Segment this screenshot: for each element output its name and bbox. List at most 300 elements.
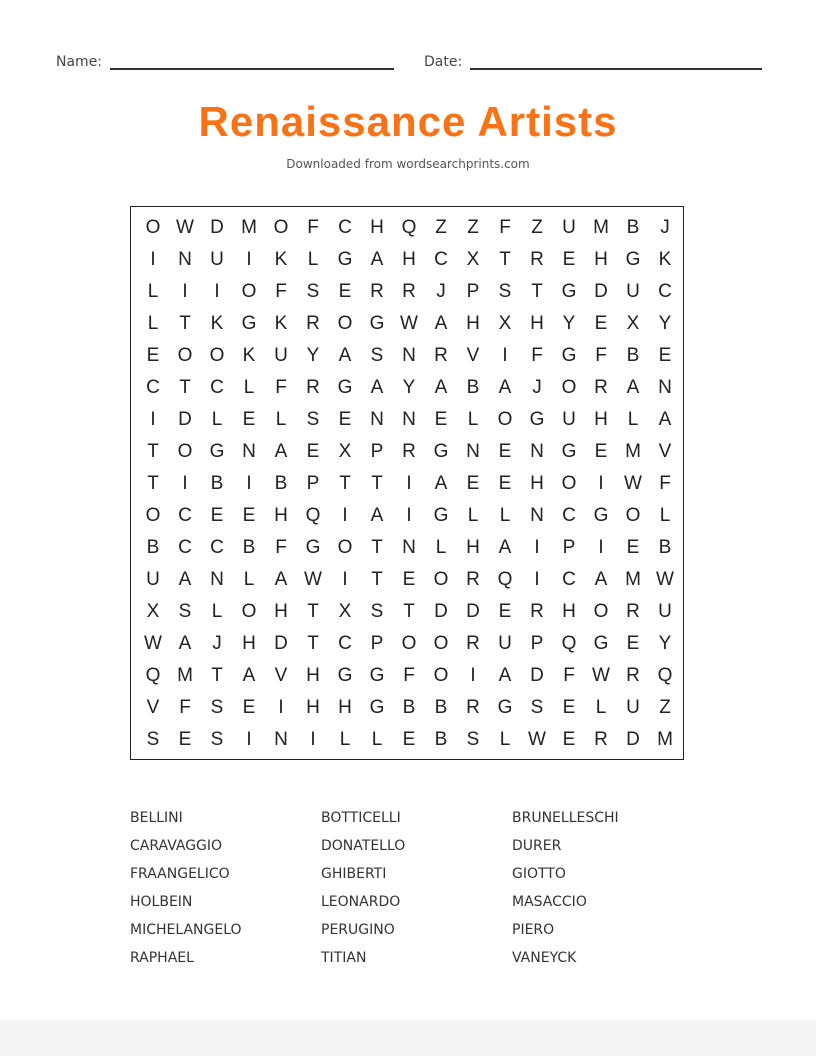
grid-letter: K [242, 345, 256, 366]
grid-letter: I [310, 729, 316, 750]
grid-letter: I [342, 569, 348, 590]
grid-letter: E [562, 249, 576, 270]
grid-letter: H [594, 409, 608, 430]
grid-letter: I [150, 249, 156, 270]
grid-letter: G [305, 537, 321, 558]
grid-letter: E [626, 537, 640, 558]
name-line[interactable] [110, 56, 394, 70]
grid-letter: N [530, 505, 544, 526]
grid-letter: V [274, 665, 288, 686]
grid-letter: T [307, 601, 319, 622]
grid-letter: I [534, 537, 540, 558]
grid-letter: T [179, 313, 191, 334]
grid-letter: H [530, 313, 544, 334]
grid-letter: P [530, 633, 544, 654]
word-list [130, 810, 703, 978]
grid-letter: S [530, 697, 544, 718]
grid-letter: C [658, 281, 672, 302]
grid-letter: T [531, 281, 543, 302]
name-label: Name: [56, 54, 103, 70]
grid-letter: G [209, 441, 225, 462]
grid-letter: N [274, 729, 288, 750]
grid-letter: L [339, 729, 351, 750]
grid-letter: Q [401, 217, 417, 238]
grid-letter: R [594, 377, 608, 398]
grid-letter: W [304, 569, 322, 590]
word-list-item: GHIBERTI [321, 866, 387, 882]
grid-letter: E [242, 697, 256, 718]
grid-letter: T [403, 601, 415, 622]
footer-strip [0, 1020, 816, 1056]
grid-letter: W [592, 665, 610, 686]
grid-letter: T [147, 441, 159, 462]
grid-letter: S [178, 601, 192, 622]
grid-letter: S [210, 729, 224, 750]
grid-letter: G [433, 441, 449, 462]
grid-letter: H [530, 473, 544, 494]
grid-letter: L [659, 505, 671, 526]
grid-letter: E [594, 441, 608, 462]
grid-letter: N [242, 441, 256, 462]
grid-letter: A [178, 633, 192, 654]
word-list-item: BOTTICELLI [321, 810, 401, 826]
grid-letter: H [466, 313, 480, 334]
grid-letter: X [626, 313, 640, 334]
grid-letter: G [369, 313, 385, 334]
grid-letter: P [466, 281, 480, 302]
grid-letter: M [241, 217, 257, 238]
grid-letter: N [466, 441, 480, 462]
grid-letter: Y [306, 345, 320, 366]
grid-letter: O [561, 473, 577, 494]
grid-letter: B [402, 697, 416, 718]
grid-letter: Q [145, 665, 161, 686]
grid-letter: B [434, 697, 448, 718]
grid-letter: W [144, 633, 162, 654]
grid-letter: M [625, 569, 641, 590]
grid-letter: I [278, 697, 284, 718]
date-label: Date: [424, 54, 463, 70]
word-list-item: CARAVAGGIO [130, 838, 223, 854]
grid-letter: R [402, 441, 416, 462]
grid-letter: D [210, 217, 224, 238]
grid-letter: C [338, 633, 352, 654]
grid-letter: N [178, 249, 192, 270]
grid-letter: R [626, 601, 640, 622]
grid-letter: F [531, 345, 543, 366]
grid-letter: E [146, 345, 160, 366]
grid-letter: L [595, 697, 607, 718]
grid-letter: N [530, 441, 544, 462]
grid-letter: L [499, 729, 511, 750]
word-list-item: BELLINI [130, 810, 183, 826]
grid-letter: N [370, 409, 384, 430]
word-list-item: MICHELANGELO [130, 922, 242, 938]
grid-letter: E [242, 409, 256, 430]
grid-letter: I [214, 281, 220, 302]
grid-letter: G [497, 697, 513, 718]
grid-letter: Z [659, 697, 671, 718]
grid-letter: N [658, 377, 672, 398]
grid-letter: A [498, 377, 512, 398]
grid-letter: A [498, 665, 512, 686]
grid-letter: O [273, 217, 289, 238]
grid-letter: F [403, 665, 415, 686]
grid-letter: R [466, 633, 480, 654]
grid-letter: R [530, 249, 544, 270]
grid-letter: G [337, 377, 353, 398]
grid-letter: H [338, 697, 352, 718]
word-list-item: GIOTTO [512, 866, 566, 882]
grid-letter: R [434, 345, 448, 366]
word-list-item: BRUNELLESCHI [512, 810, 619, 826]
grid-letter: R [626, 665, 640, 686]
grid-letter: J [212, 633, 222, 654]
grid-letter: G [561, 441, 577, 462]
grid-letter: G [369, 697, 385, 718]
grid-letter: C [178, 537, 192, 558]
grid-letter: J [436, 281, 446, 302]
grid-letter: S [466, 729, 480, 750]
grid-letter: U [210, 249, 224, 270]
grid-letter: Y [402, 377, 416, 398]
grid-letter: O [625, 505, 641, 526]
grid-letter: I [598, 473, 604, 494]
grid-letter: T [499, 249, 511, 270]
grid-letter: S [146, 729, 160, 750]
grid-letter: A [498, 537, 512, 558]
grid-letter: A [274, 441, 288, 462]
grid-letter: O [177, 441, 193, 462]
grid-letter: C [562, 569, 576, 590]
grid-letter: A [434, 473, 448, 494]
grid-letter: P [306, 473, 320, 494]
grid-letter: A [370, 505, 384, 526]
grid-letter: R [370, 281, 384, 302]
grid-letter: A [370, 377, 384, 398]
grid-letter: E [338, 281, 352, 302]
grid-letter: W [400, 313, 418, 334]
grid-letter: Q [305, 505, 321, 526]
grid-letter: E [498, 441, 512, 462]
grid-letter: H [274, 601, 288, 622]
grid-letter: G [529, 409, 545, 430]
grid-letter: D [626, 729, 640, 750]
grid-letter: I [406, 473, 412, 494]
grid-letter: N [210, 569, 224, 590]
grid-letter: B [146, 537, 160, 558]
grid-letter: E [498, 473, 512, 494]
grid-letter: L [371, 729, 383, 750]
word-list-item: MASACCIO [512, 894, 587, 910]
word-list-item: LEONARDO [321, 894, 401, 910]
grid-letter: E [658, 345, 672, 366]
grid-letter: I [406, 505, 412, 526]
grid-letter: Z [467, 217, 479, 238]
grid-letter: L [627, 409, 639, 430]
grid-letter: S [306, 281, 320, 302]
grid-letter: C [434, 249, 448, 270]
grid-letter: O [433, 665, 449, 686]
grid-letter: I [182, 473, 188, 494]
grid-letter: E [338, 409, 352, 430]
grid-letter: H [466, 537, 480, 558]
grid-letter: J [660, 217, 670, 238]
grid-letter: L [243, 569, 255, 590]
grid-letter: Z [531, 217, 543, 238]
date-field[interactable] [424, 54, 762, 70]
grid-letter: M [657, 729, 673, 750]
grid-letter: T [371, 569, 383, 590]
grid-letter: G [561, 281, 577, 302]
grid-letter: L [243, 377, 255, 398]
grid-letter: S [370, 345, 384, 366]
grid-letter: F [659, 473, 671, 494]
grid-letter: G [369, 665, 385, 686]
grid-letter: U [562, 409, 576, 430]
word-list-item: DONATELLO [321, 838, 406, 854]
grid-letter: R [530, 601, 544, 622]
grid-letter: W [176, 217, 194, 238]
grid-letter: R [594, 729, 608, 750]
grid-letter: E [210, 505, 224, 526]
grid-letter: A [594, 569, 608, 590]
grid-letter: X [338, 441, 352, 462]
grid-letter: D [594, 281, 608, 302]
grid-letter: B [210, 473, 224, 494]
grid-letter: E [402, 729, 416, 750]
grid-letter: E [562, 729, 576, 750]
source-credit: Downloaded from wordsearchprints.com [286, 157, 530, 171]
grid-letter: R [306, 377, 320, 398]
grid-letter: U [658, 601, 672, 622]
date-line[interactable] [470, 56, 762, 70]
grid-letter: A [370, 249, 384, 270]
grid-letter: T [211, 665, 223, 686]
grid-letter: X [146, 601, 160, 622]
word-list-item: VANEYCK [512, 950, 577, 966]
grid-cells [137, 212, 681, 756]
grid-letter: D [466, 601, 480, 622]
grid-letter: O [145, 217, 161, 238]
grid-letter: O [401, 633, 417, 654]
grid-letter: G [337, 249, 353, 270]
grid-letter: F [275, 281, 287, 302]
grid-letter: M [593, 217, 609, 238]
grid-letter: L [307, 249, 319, 270]
grid-letter: I [470, 665, 476, 686]
grid-letter: S [370, 601, 384, 622]
grid-letter: E [594, 313, 608, 334]
grid-letter: N [402, 409, 416, 430]
grid-letter: O [209, 345, 225, 366]
grid-letter: G [241, 313, 257, 334]
grid-letter: C [210, 537, 224, 558]
grid-letter: C [178, 505, 192, 526]
grid-letter: B [242, 537, 256, 558]
grid-letter: G [433, 505, 449, 526]
grid-letter: L [467, 409, 479, 430]
grid-letter: F [307, 217, 319, 238]
grid-letter: O [241, 601, 257, 622]
grid-letter: F [275, 377, 287, 398]
grid-letter: E [498, 601, 512, 622]
word-list-item: FRAANGELICO [130, 866, 230, 882]
grid-letter: Q [561, 633, 577, 654]
grid-letter: E [434, 409, 448, 430]
grid-letter: A [626, 377, 640, 398]
grid-letter: B [466, 377, 480, 398]
grid-letter: K [658, 249, 672, 270]
grid-letter: B [274, 473, 288, 494]
grid-letter: P [562, 537, 576, 558]
grid-letter: W [624, 473, 642, 494]
grid-letter: H [562, 601, 576, 622]
grid-letter: H [594, 249, 608, 270]
grid-letter: H [242, 633, 256, 654]
grid-letter: X [466, 249, 480, 270]
grid-letter: I [502, 345, 508, 366]
grid-letter: A [434, 377, 448, 398]
grid-letter: T [179, 377, 191, 398]
grid-letter: A [274, 569, 288, 590]
grid-letter: B [626, 345, 640, 366]
grid-letter: P [370, 633, 384, 654]
grid-letter: G [561, 345, 577, 366]
grid-letter: D [274, 633, 288, 654]
grid-letter: E [562, 697, 576, 718]
grid-letter: A [658, 409, 672, 430]
grid-letter: A [434, 313, 448, 334]
grid-letter: H [306, 697, 320, 718]
grid-letter: I [534, 569, 540, 590]
grid-letter: T [371, 473, 383, 494]
grid-letter: G [337, 665, 353, 686]
grid-letter: P [370, 441, 384, 462]
word-search-grid [130, 206, 684, 760]
grid-letter: D [434, 601, 448, 622]
grid-letter: L [211, 409, 223, 430]
grid-letter: Y [658, 633, 672, 654]
grid-letter: X [498, 313, 512, 334]
page-title: Renaissance Artists [198, 98, 618, 145]
grid-letter: C [146, 377, 160, 398]
grid-letter: C [338, 217, 352, 238]
grid-letter: W [656, 569, 674, 590]
grid-letter: R [466, 569, 480, 590]
grid-letter: J [532, 377, 542, 398]
grid-letter: I [342, 505, 348, 526]
grid-letter: U [274, 345, 288, 366]
grid-letter: E [466, 473, 480, 494]
grid-letter: O [177, 345, 193, 366]
grid-letter: A [338, 345, 352, 366]
grid-letter: U [626, 697, 640, 718]
grid-letter: U [562, 217, 576, 238]
grid-letter: W [528, 729, 546, 750]
grid-letter: U [498, 633, 512, 654]
grid-letter: U [626, 281, 640, 302]
grid-letter: N [402, 537, 416, 558]
grid-letter: V [146, 697, 160, 718]
grid-letter: T [147, 473, 159, 494]
grid-letter: D [530, 665, 544, 686]
grid-letter: L [499, 505, 511, 526]
grid-letter: O [593, 601, 609, 622]
grid-letter: Y [562, 313, 576, 334]
word-list-item: TITIAN [321, 950, 367, 966]
word-list-item: HOLBEIN [130, 894, 193, 910]
grid-letter: L [147, 313, 159, 334]
word-list-item: PIERO [512, 922, 555, 938]
grid-letter: F [275, 537, 287, 558]
grid-letter: C [210, 377, 224, 398]
grid-letter: T [339, 473, 351, 494]
grid-letter: E [178, 729, 192, 750]
grid-letter: E [626, 633, 640, 654]
grid-letter: L [435, 537, 447, 558]
grid-letter: L [275, 409, 287, 430]
grid-letter: O [337, 313, 353, 334]
grid-letter: V [658, 441, 672, 462]
grid-letter: A [178, 569, 192, 590]
grid-letter: O [497, 409, 513, 430]
grid-letter: V [466, 345, 480, 366]
grid-letter: U [146, 569, 160, 590]
grid-letter: A [242, 665, 256, 686]
grid-letter: I [246, 729, 252, 750]
grid-letter: I [150, 409, 156, 430]
grid-letter: B [658, 537, 672, 558]
grid-letter: I [598, 537, 604, 558]
grid-letter: I [246, 473, 252, 494]
grid-letter: E [306, 441, 320, 462]
grid-letter: T [307, 633, 319, 654]
grid-letter: X [338, 601, 352, 622]
word-list-item: RAPHAEL [130, 950, 194, 966]
grid-letter: F [595, 345, 607, 366]
grid-letter: E [402, 569, 416, 590]
grid-letter: S [210, 697, 224, 718]
grid-letter: S [306, 409, 320, 430]
grid-letter: H [370, 217, 384, 238]
grid-letter: Z [435, 217, 447, 238]
grid-letter: K [210, 313, 224, 334]
grid-letter: O [337, 537, 353, 558]
grid-letter: H [306, 665, 320, 686]
grid-letter: F [179, 697, 191, 718]
name-field[interactable] [56, 54, 394, 70]
grid-letter: M [625, 441, 641, 462]
grid-letter: L [211, 601, 223, 622]
grid-letter: H [402, 249, 416, 270]
grid-letter: O [433, 633, 449, 654]
grid-letter: R [466, 697, 480, 718]
grid-letter: S [498, 281, 512, 302]
grid-letter: F [499, 217, 511, 238]
grid-letter: H [274, 505, 288, 526]
grid-letter: R [402, 281, 416, 302]
grid-letter: G [593, 633, 609, 654]
grid-letter: T [371, 537, 383, 558]
grid-letter: R [306, 313, 320, 334]
word-list-item: PERUGINO [321, 922, 395, 938]
grid-letter: L [467, 505, 479, 526]
grid-letter: Q [657, 665, 673, 686]
grid-letter: K [274, 249, 288, 270]
grid-letter: I [246, 249, 252, 270]
grid-letter: N [402, 345, 416, 366]
